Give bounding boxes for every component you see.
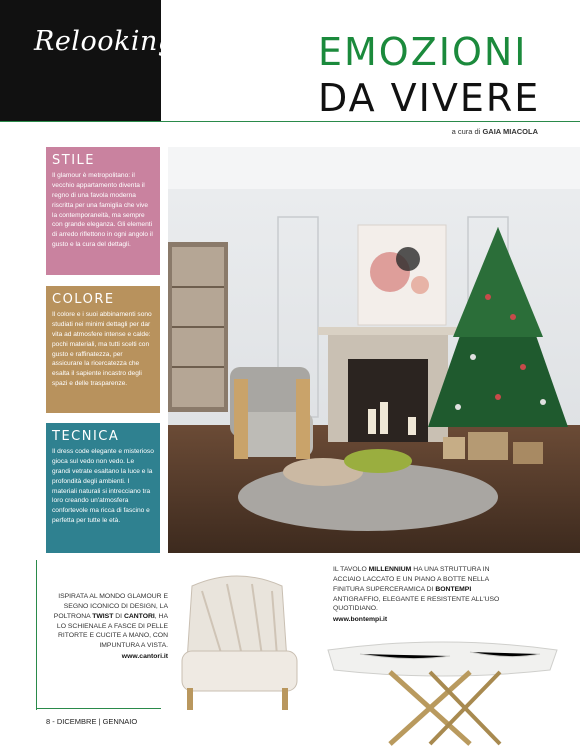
bontempi-website-link[interactable]: www.bontempi.it (333, 616, 388, 624)
table-caption-bold-b: BONTEMPI (435, 585, 472, 593)
table-caption-text-b: HA UNA STRUTTURA IN ACCIAIO LACCATO E UN PIANO A BOTTE NELLA FINITURA SUPERCERAMICA DI (333, 566, 490, 593)
millennium-table-image (320, 632, 565, 750)
page-footer (46, 717, 137, 726)
byline-author: GAIA MIACOLA (482, 127, 538, 136)
header-rule (0, 121, 580, 122)
issue-label: DICEMBRE | GENNAIO (56, 717, 138, 726)
armchair-illustration (172, 566, 302, 716)
chair-caption-bold-a: TWIST (92, 612, 114, 620)
stile-box (46, 147, 160, 275)
page-title-line1: EMOZIONI (318, 30, 528, 74)
brand-block (0, 0, 176, 122)
byline-prefix: a cura di (451, 127, 481, 136)
left-rule (36, 560, 37, 710)
stile-text: Il glamour è metropolitano: il vecchio appartamento diventa il regno di una favola moderna riscritta per una famiglia che vive la contemporaneità, ma sempre con grande eleganza. Gli elementi di arredo riflettono in ogni angolo il gusto e la cura del dettagli. (52, 172, 153, 249)
living-room-photo (168, 147, 580, 553)
tecnica-text: Il dress code elegante e misterioso gioca sul vedo non vedo. Le grandi vetrate esaltano la luce e la profondità degli ambienti. I materiali naturali si intrecciano tra loro creando un'atmosfera confortevole ma ricca di fascino e perfetta per tutte le età. (52, 448, 154, 525)
chair-caption-text-c: , HA LO SCHIENALE A FASCE DI PELLE RITORTE E CUCITE A MANO, CON IMPUNTURA A VISTA. (56, 612, 168, 650)
table-caption-text-a: IL TAVOLO (333, 566, 369, 573)
twist-armchair-image (172, 566, 302, 716)
chair-caption-text-b: DI (113, 612, 124, 620)
footer-separator: - (52, 717, 55, 726)
colore-heading: COLORE (52, 292, 115, 307)
colore-text: Il colore e i suoi abbinamenti sono studiati nei minimi dettagli per dar vita ad atmosfere intense e calde: pochi materiali, ma tutti scelti con gusto e raffinatezza, per assicurare la ricercatezza che esalta il sapiente incastro degli spazi e delle trasparenze. (52, 311, 152, 388)
tecnica-heading: TECNICA (52, 429, 120, 444)
footer-rule (36, 708, 161, 709)
living-room-illustration (168, 147, 580, 553)
stile-heading: STILE (52, 153, 95, 168)
table-caption-text-c: ANTIGRAFFIO, ELEGANTE E RESISTENTE ALL'USO QUOTIDIANO. (333, 595, 500, 613)
colore-box (46, 286, 160, 413)
byline (452, 127, 538, 136)
chair-caption-text-a: ISPIRATA AL MONDO GLAMOUR E SEGNO ICONICO DI DESIGN, LA POLTRONA (53, 593, 168, 620)
page-title-line2: DA VIVERE (318, 76, 541, 120)
table-caption (333, 565, 513, 625)
chair-caption (48, 592, 168, 662)
page-number: 8 (46, 717, 51, 726)
cantori-website-link[interactable]: www.cantori.it (121, 653, 168, 661)
table-caption-bold-a: MILLENNIUM (368, 566, 412, 573)
table-illustration (320, 632, 565, 750)
chair-caption-bold-b: CANTORI (123, 612, 155, 620)
tecnica-box (46, 423, 160, 553)
section-brand: Relooking (34, 26, 176, 57)
